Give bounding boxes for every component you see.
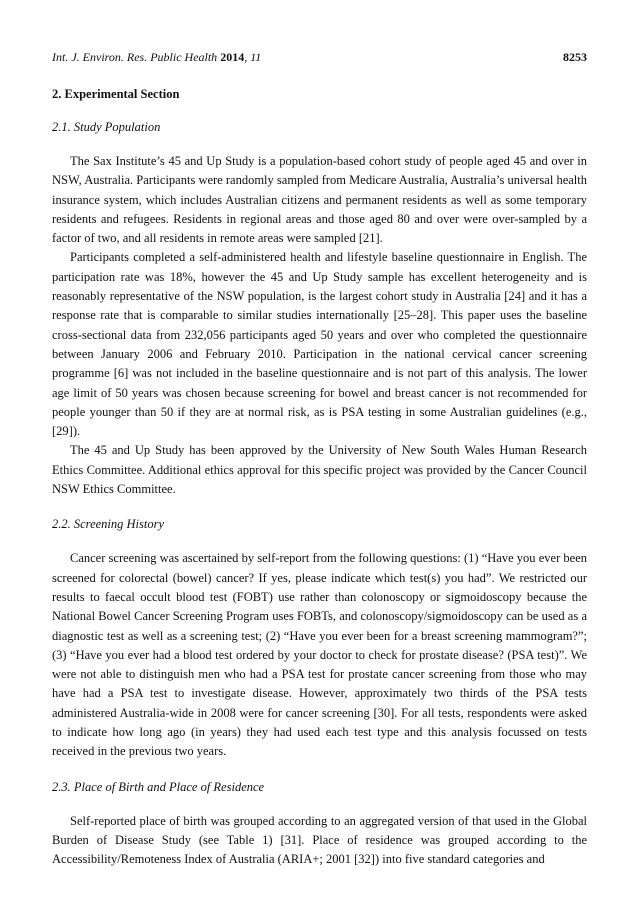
paragraph: The 45 and Up Study has been approved by the University of New South Wales Human Research Ethics Committee. Additional ethics approval for this specific project was provided by the Cancer Council NSW Ethics Committee.: [52, 443, 587, 497]
page-body: [52, 86, 587, 870]
running-header: [52, 50, 587, 64]
publication-year: 2014: [220, 50, 245, 64]
subsection-title-place-of-birth: 2.3. Place of Birth and Place of Residence: [52, 779, 265, 794]
paragraph: The Sax Institute’s 45 and Up Study is a population-based cohort study of people aged 45 and over in NSW, Australia. Participants were randomly sampled from Medicare Australia, Australia’s universal health insurance system, which includes Australian citizens and permanent residents as well as some temporary residents and refugees. Residents in regional areas and those aged 80 and over were over-sampled by a factor of two, and all residents in remote areas were sampled [21].: [52, 154, 587, 246]
section-title: 2. Experimental Section: [52, 87, 180, 101]
subsection-title-screening-history: 2.2. Screening History: [52, 517, 165, 532]
subsection-title-study-population: 2.1. Study Population: [52, 120, 161, 134]
paragraph: Self-reported place of birth was grouped according to an aggregated version of that used in the Global Burden of Disease Study (see Table 1) [31]. Place of residence was grouped according to the Accessibility/Remoteness Index of Australia (ARIA+; 2001 [32]) into five standard categories and: [52, 813, 587, 867]
volume-number: , 11: [244, 50, 262, 64]
journal-name: Int. J. Environ. Res. Public Health: [52, 50, 218, 64]
paragraph: Cancer screening was ascertained by self-report from the following questions: (1) “Have you ever been screened for colorectal (bowel) cancer? If yes, please indicate which test(s) you had”. We restricted our results to faecal occult blood test (FOBT) use rather than colonoscopy or sigmoidoscopy because the National Bowel Cancer Screening Program uses FOBTs, and colonoscopy/sigmoidoscopy can be used as a diagnostic test as well as a screening test; (2) “Have you ever been for a breast screening mammogram?”; (3) “Have you ever had a blood test ordered by your doctor to check for prostate disease? (PSA test)”. We were not able to distinguish men who had a PSA test for prostate cancer screening from those who may have had a PSA test to investigate disease. However, approximately two thirds of the PSA tests administered Australia-wide in 2008 were for cancer screening [30]. For all tests, respondents were asked to indicate how long ago (in years) they had used each test type and this analysis focussed on tests received in the previous two years.: [52, 551, 587, 759]
paragraph: Participants completed a self-administered health and lifestyle baseline questionnaire in English. The participation rate was 18%, however the 45 and Up Study sample has excellent heterogeneity and is reasonably representative of the NSW population, is the largest cohort study in Australia [24] and it has a response rate that is comparable to similar studies internationally [25–28]. This paper uses the baseline cross-sectional data from 232,056 participants aged 50 years and over who completed the questionnaire between January 2006 and February 2010. Participation in the national cervical cancer screening programme [6] was not included in the baseline questionnaire and is not part of this analysis. The lower age limit of 50 years was chosen because screening for bowel and breast cancer is not recommended for people younger than 50 if they are at normal risk, as is PSA testing in some Australian guidelines (e.g., [29]).: [52, 250, 587, 439]
page-number: 8253: [563, 50, 587, 64]
